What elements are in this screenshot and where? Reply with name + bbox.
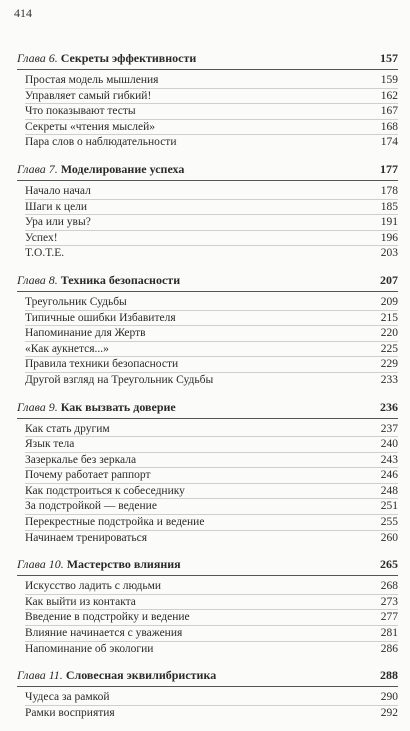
toc-entry (25, 610, 398, 626)
entry-list (17, 184, 398, 261)
chapter-title-group (17, 161, 184, 177)
entry-list (17, 690, 398, 720)
toc-entry (25, 215, 398, 231)
entry-page-number: 248 (380, 484, 398, 497)
chapter-title: Моделирование успеха (60, 161, 185, 176)
entry-page-number: 159 (380, 74, 398, 86)
chapter-label: Глава 9. (17, 399, 58, 414)
entry-title: Зазеркалье без зеркала (25, 453, 137, 466)
entry-title: Управляет самый гибкий! (25, 89, 152, 102)
chapter-title: Мастерство влияния (66, 557, 181, 572)
toc-entry (25, 690, 398, 706)
entry-page-number: 185 (380, 200, 398, 213)
chapter-title: Как вызвать доверие (60, 399, 176, 414)
entry-page-number: 209 (380, 295, 398, 308)
toc-entry (25, 437, 398, 453)
entry-page-number: 233 (380, 373, 398, 386)
entry-page-number: 229 (380, 358, 398, 371)
entry-title: За подстройкой — ведение (25, 500, 157, 513)
entry-title: «Как аукнется...» (25, 342, 109, 355)
entry-list (17, 73, 398, 150)
chapter-title-group (17, 399, 176, 415)
entry-page-number: 268 (380, 580, 398, 593)
chapter-page-number: 265 (380, 557, 398, 572)
entry-page-number: 225 (380, 342, 398, 355)
entry-title: Искусство ладить с людьми (25, 580, 162, 593)
toc-entry (25, 531, 398, 546)
toc-entry (25, 579, 398, 595)
entry-list (17, 422, 398, 546)
entry-page-number: 168 (380, 120, 398, 133)
toc-entry (25, 499, 398, 515)
chapter-label: Глава 11. (17, 668, 63, 683)
chapter-heading (17, 399, 398, 419)
entry-title: Шаги к цели (25, 200, 88, 213)
entry-page-number: 246 (380, 469, 398, 482)
toc-entry (25, 246, 398, 261)
entry-page-number: 281 (380, 627, 398, 640)
entry-page-number: 174 (380, 136, 398, 149)
entry-title: Чудеса за рамкой (25, 691, 110, 704)
chapter-heading (17, 161, 398, 181)
entry-list (17, 579, 398, 656)
toc-entry (25, 135, 398, 150)
entry-page-number: 167 (380, 105, 398, 118)
chapter-page-number: 207 (380, 272, 398, 287)
toc-entry (25, 89, 398, 105)
chapter-label: Глава 10. (17, 557, 64, 572)
entry-page-number: 243 (380, 453, 398, 466)
entry-title: Начинаем тренироваться (25, 531, 147, 544)
toc-entry (25, 342, 398, 358)
chapter-page-number: 157 (380, 51, 398, 65)
toc-entry (25, 422, 398, 438)
entry-title: Введение в подстройку и ведение (25, 611, 190, 624)
chapter-section (17, 272, 398, 388)
entry-title: Простая модель мышления (25, 74, 159, 86)
chapter-title-group (17, 667, 216, 683)
entry-page-number: 286 (380, 642, 398, 655)
entry-title: Правила техники безопасности (25, 358, 179, 371)
toc-entry (25, 468, 398, 484)
entry-page-number: 292 (380, 706, 398, 719)
toc-entry (25, 515, 398, 531)
toc-entry (25, 104, 398, 120)
entry-page-number: 277 (380, 611, 398, 624)
toc-entry (25, 200, 398, 216)
entry-title: Треугольник Судьбы (25, 295, 127, 308)
entry-page-number: 203 (380, 247, 398, 260)
entry-title: Почему работает раппорт (25, 469, 151, 482)
chapter-section (17, 161, 398, 261)
entry-page-number: 196 (380, 231, 398, 244)
chapter-title: Словесная эквилибристика (65, 668, 217, 683)
chapter-label: Глава 8. (17, 272, 58, 287)
chapter-page-number: 177 (380, 161, 398, 176)
entry-page-number: 255 (380, 516, 398, 529)
chapter-page-number: 288 (380, 668, 398, 683)
entry-page-number: 215 (380, 311, 398, 324)
toc-entry (25, 295, 398, 311)
entry-title: Пара слов о наблюдательности (25, 136, 177, 149)
entry-page-number: 162 (380, 89, 398, 102)
chapter-page-number: 236 (380, 399, 398, 414)
entry-title: Язык тела (25, 438, 75, 451)
entry-page-number: 191 (380, 216, 398, 229)
chapter-label: Глава 6. (17, 51, 58, 65)
chapter-heading (17, 50, 398, 70)
entry-title: Влияние начинается с уважения (25, 627, 183, 640)
entry-title: Как подстроиться к собеседнику (25, 484, 185, 497)
entry-title: Успех! (25, 231, 58, 244)
chapter-section (17, 556, 398, 656)
entry-title: Начало начал (25, 184, 91, 197)
entry-title: Другой взгляд на Треугольник Судьбы (25, 373, 214, 386)
chapter-title-group (17, 272, 180, 288)
chapter-title-group (17, 556, 181, 572)
entry-title: Перекрестные подстройка и ведение (25, 516, 205, 529)
toc-entry (25, 706, 398, 721)
entry-title: T.O.T.E. (25, 247, 65, 260)
toc-entry (25, 184, 398, 200)
entry-page-number: 251 (380, 500, 398, 513)
toc-entry (25, 595, 398, 611)
page-number: 414 (14, 6, 32, 20)
entry-list (17, 295, 398, 388)
chapter-title: Секреты эффективности (60, 51, 197, 65)
entry-title: Типичные ошибки Избавителя (25, 311, 176, 324)
entry-page-number: 178 (380, 184, 398, 197)
toc-entry (25, 484, 398, 500)
entry-page-number: 273 (380, 595, 398, 608)
chapter-title: Техника безопасности (60, 272, 181, 287)
chapter-heading (17, 272, 398, 292)
toc-entry (25, 73, 398, 89)
chapter-section (17, 399, 398, 546)
toc-entry (25, 120, 398, 136)
toc-entry (25, 326, 398, 342)
entry-title: Напоминание для Жертв (25, 327, 146, 340)
entry-title: Напоминание об экологии (25, 642, 154, 655)
entry-title: Секреты «чтения мыслей» (25, 120, 155, 133)
table-of-contents (17, 50, 398, 731)
entry-title: Как стать другим (25, 422, 110, 435)
chapter-section (17, 667, 398, 720)
toc-entry (25, 642, 398, 657)
chapter-title-group (17, 50, 196, 66)
entry-title: Что показывают тесты (25, 105, 136, 118)
entry-page-number: 260 (380, 531, 398, 544)
chapter-section (17, 50, 398, 150)
entry-page-number: 240 (380, 438, 398, 451)
entry-title: Рамки восприятия (25, 706, 115, 719)
toc-entry (25, 373, 398, 388)
toc-entry (25, 311, 398, 327)
entry-page-number: 237 (380, 422, 398, 435)
toc-entry (25, 626, 398, 642)
entry-page-number: 220 (380, 327, 398, 340)
entry-title: Как выйти из контакта (25, 595, 136, 608)
entry-page-number: 290 (380, 691, 398, 704)
chapter-heading (17, 667, 398, 687)
toc-entry (25, 453, 398, 469)
toc-entry (25, 357, 398, 373)
chapter-label: Глава 7. (17, 161, 58, 176)
toc-entry (25, 231, 398, 247)
entry-title: Ура или увы? (25, 216, 91, 229)
chapter-heading (17, 556, 398, 576)
